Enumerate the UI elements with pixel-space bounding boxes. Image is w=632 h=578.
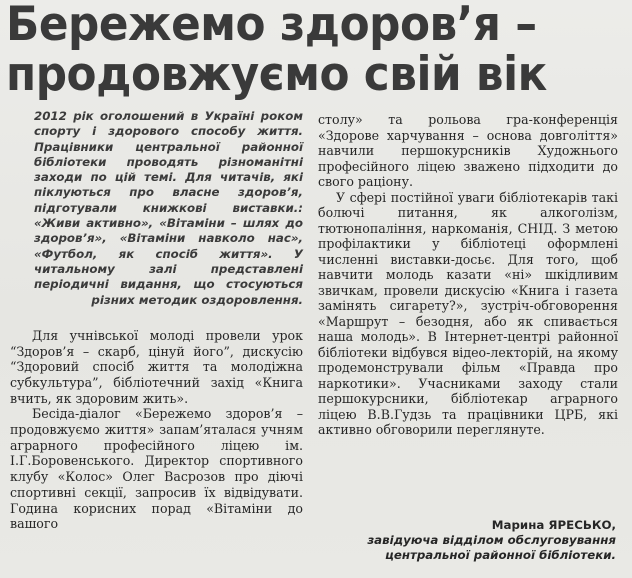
headline-line-2: продовжуємо свій вік <box>6 47 547 102</box>
right-column <box>318 112 618 438</box>
author-position: центральної районної бібліотеки. <box>385 548 616 562</box>
left-body <box>10 328 303 532</box>
author-signature <box>320 518 616 563</box>
paragraph: столу» та рольова гра-конференція «Здорове харчування – основа довголіття» навчили першокурсників Художнього професійного ліцею зважено підходити до свого раціону. <box>318 112 618 189</box>
article-lead <box>34 109 303 308</box>
paragraph: Для учнівської молоді провели урок “Здоров’я – скарб, цінуй його”, дискусію “Здоровий спосіб життя та молодіжна субкультура”, бібліотечний захід «Книга вчить, як здоровим жить». <box>10 327 303 406</box>
headline-line-1: Бережемо здоров’я – <box>6 0 537 52</box>
author-name: Марина ЯРЕСЬКО, <box>491 518 616 532</box>
author-position: завідуюча відділом обслуговування <box>367 533 616 547</box>
lead-text: 2012 рік оголошений в Україні роком спорту і здорового способу життя. Працівники центральної районної бібліотеки проводять різноманітні заходи по цій темі. Для читачів, які піклуються про власне здоров’я, підготували книжкові виставки.: «Живи активно», «Вітаміни – шлях до здоров’я», «Вітаміни навколо нас», «Футбол, як спосіб життя». У читальному залі представлені періодичні видання, що стосуються різних методик оздоровлення. <box>34 109 303 307</box>
article-headline <box>6 0 584 100</box>
left-column <box>10 109 303 532</box>
paragraph: Бесіда-діалог «Бережемо здоров’я – продовжуємо життя» запам’яталася учням аграрного професійного ліцею ім. І.Г.Боровенського. Директор спортивного клубу «Колос» Олег Васрозов про діючі спортивні секції, запросив їх відвідувати. Година корисних порад «Вітаміни до вашого <box>10 406 303 532</box>
paragraph: У сфері постійної уваги бібліотекарів такі болючі питання, як алкоголізм, тютюнопаління, наркоманія, СНІД. З метою профілактики у бібліотеці оформлені численні виставки-досьє. Для того, щоб навчити молодь казати «ні» шкідливим звичкам, провели дискусію «Книга і газета замінять сигарету?», зустріч-обговорення «Маршрут – безодня, або як спивається наша молодь». В Інтернет-центрі районної бібліотеки відбувся відео-лекторій, на якому продемонстрували фільм «Правда про наркотики». Учасниками заходу стали першокурсники, бібліотекар аграрного ліцею В.В.Гудзь та працівники ЦРБ, які активно обговорили переглянуте. <box>318 189 618 437</box>
